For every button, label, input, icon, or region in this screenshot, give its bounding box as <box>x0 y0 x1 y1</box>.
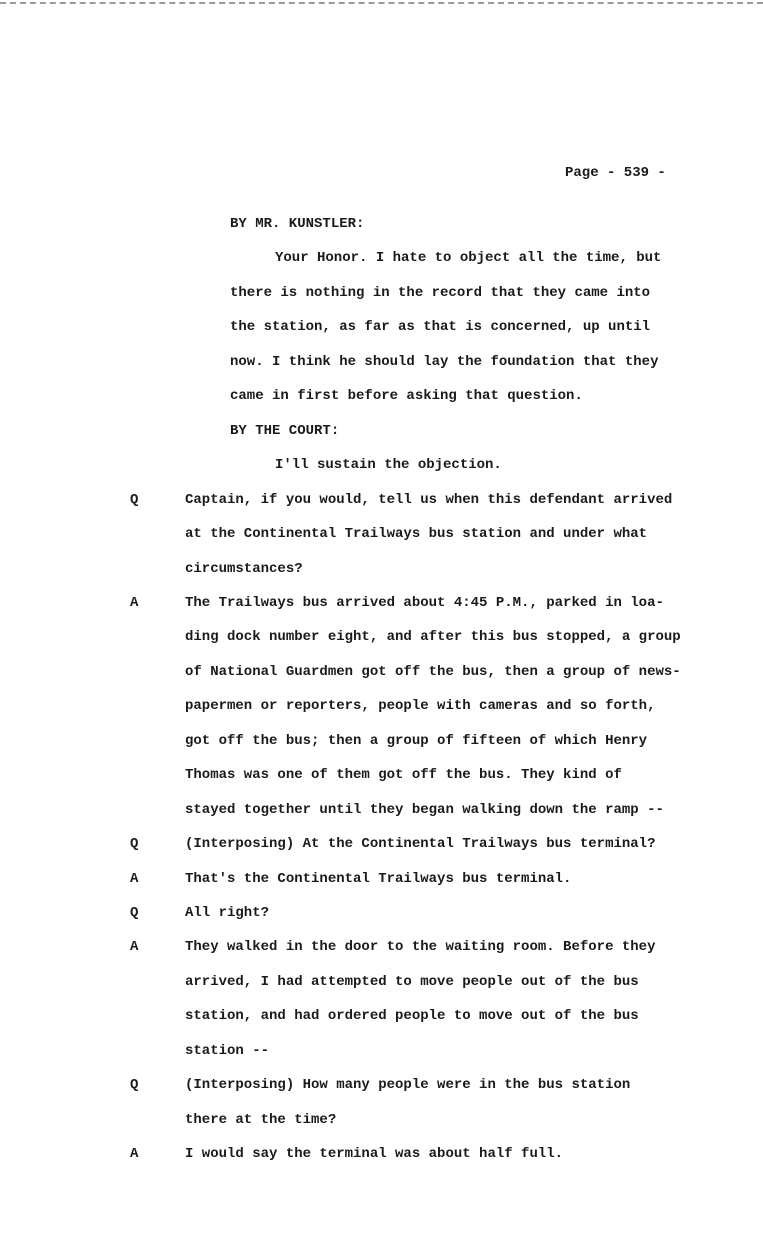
question-line: All right? <box>185 905 270 921</box>
answer-marker: A <box>130 1146 139 1163</box>
answer-line: ding dock number eight, and after this bus stopped, a group <box>185 629 681 646</box>
answer-line: That's the Continental Trailways bus terminal. <box>185 870 572 887</box>
question-line: Captain, if you would, tell us when this defendant arrived <box>185 491 673 508</box>
speech-line: came in first before asking that question. <box>230 388 583 405</box>
answer-line: The Trailways bus arrived about 4:45 P.M., parked in loa- <box>185 594 664 611</box>
speech-line: Your Honor. I hate to object all the time, but <box>275 250 662 267</box>
answer-line: I would say the terminal was about half full. <box>185 1146 564 1163</box>
speech-line: now. I think he should lay the foundation that they <box>230 353 659 370</box>
speech-line: the station, as far as that is concerned, up until <box>230 319 651 336</box>
question-marker: Q <box>130 836 139 853</box>
question-line: at the Continental Trailways bus station and under what <box>185 526 648 543</box>
answer-marker: A <box>130 594 139 611</box>
answer-marker: A <box>130 939 139 956</box>
scan-top-border <box>0 2 763 4</box>
speaker-label: BY MR. KUNSTLER: <box>230 216 365 232</box>
answer-line: station -- <box>185 1042 270 1059</box>
question-line: (Interposing) At the Continental Trailways bus terminal? <box>185 836 656 853</box>
answer-line: of National Guardmen got off the bus, then a group of news- <box>185 663 681 680</box>
question-marker: Q <box>130 491 139 508</box>
speech-line: there is nothing in the record that they came into <box>230 284 651 301</box>
speaker-label: BY THE COURT: <box>230 422 340 439</box>
question-line: (Interposing) How many people were in the bus station <box>185 1077 631 1094</box>
question-marker: Q <box>130 1077 139 1094</box>
answer-line: Thomas was one of them got off the bus. They kind of <box>185 767 622 784</box>
answer-marker: A <box>130 870 139 887</box>
answer-line: arrived, I had attempted to move people out of the bus <box>185 973 639 990</box>
page-number: Page - 539 - <box>565 165 666 181</box>
question-marker: Q <box>130 905 139 921</box>
question-line: there at the time? <box>185 1111 337 1128</box>
answer-line: papermen or reporters, people with cameras and so forth, <box>185 698 656 715</box>
answer-line: got off the bus; then a group of fifteen of which Henry <box>185 732 648 749</box>
answer-line: stayed together until they began walking down the ramp -- <box>185 801 664 818</box>
answer-line: station, and had ordered people to move out of the bus <box>185 1008 639 1025</box>
answer-line: They walked in the door to the waiting room. Before they <box>185 939 656 956</box>
speech-line: I'll sustain the objection. <box>275 457 502 474</box>
question-line: circumstances? <box>185 560 303 577</box>
